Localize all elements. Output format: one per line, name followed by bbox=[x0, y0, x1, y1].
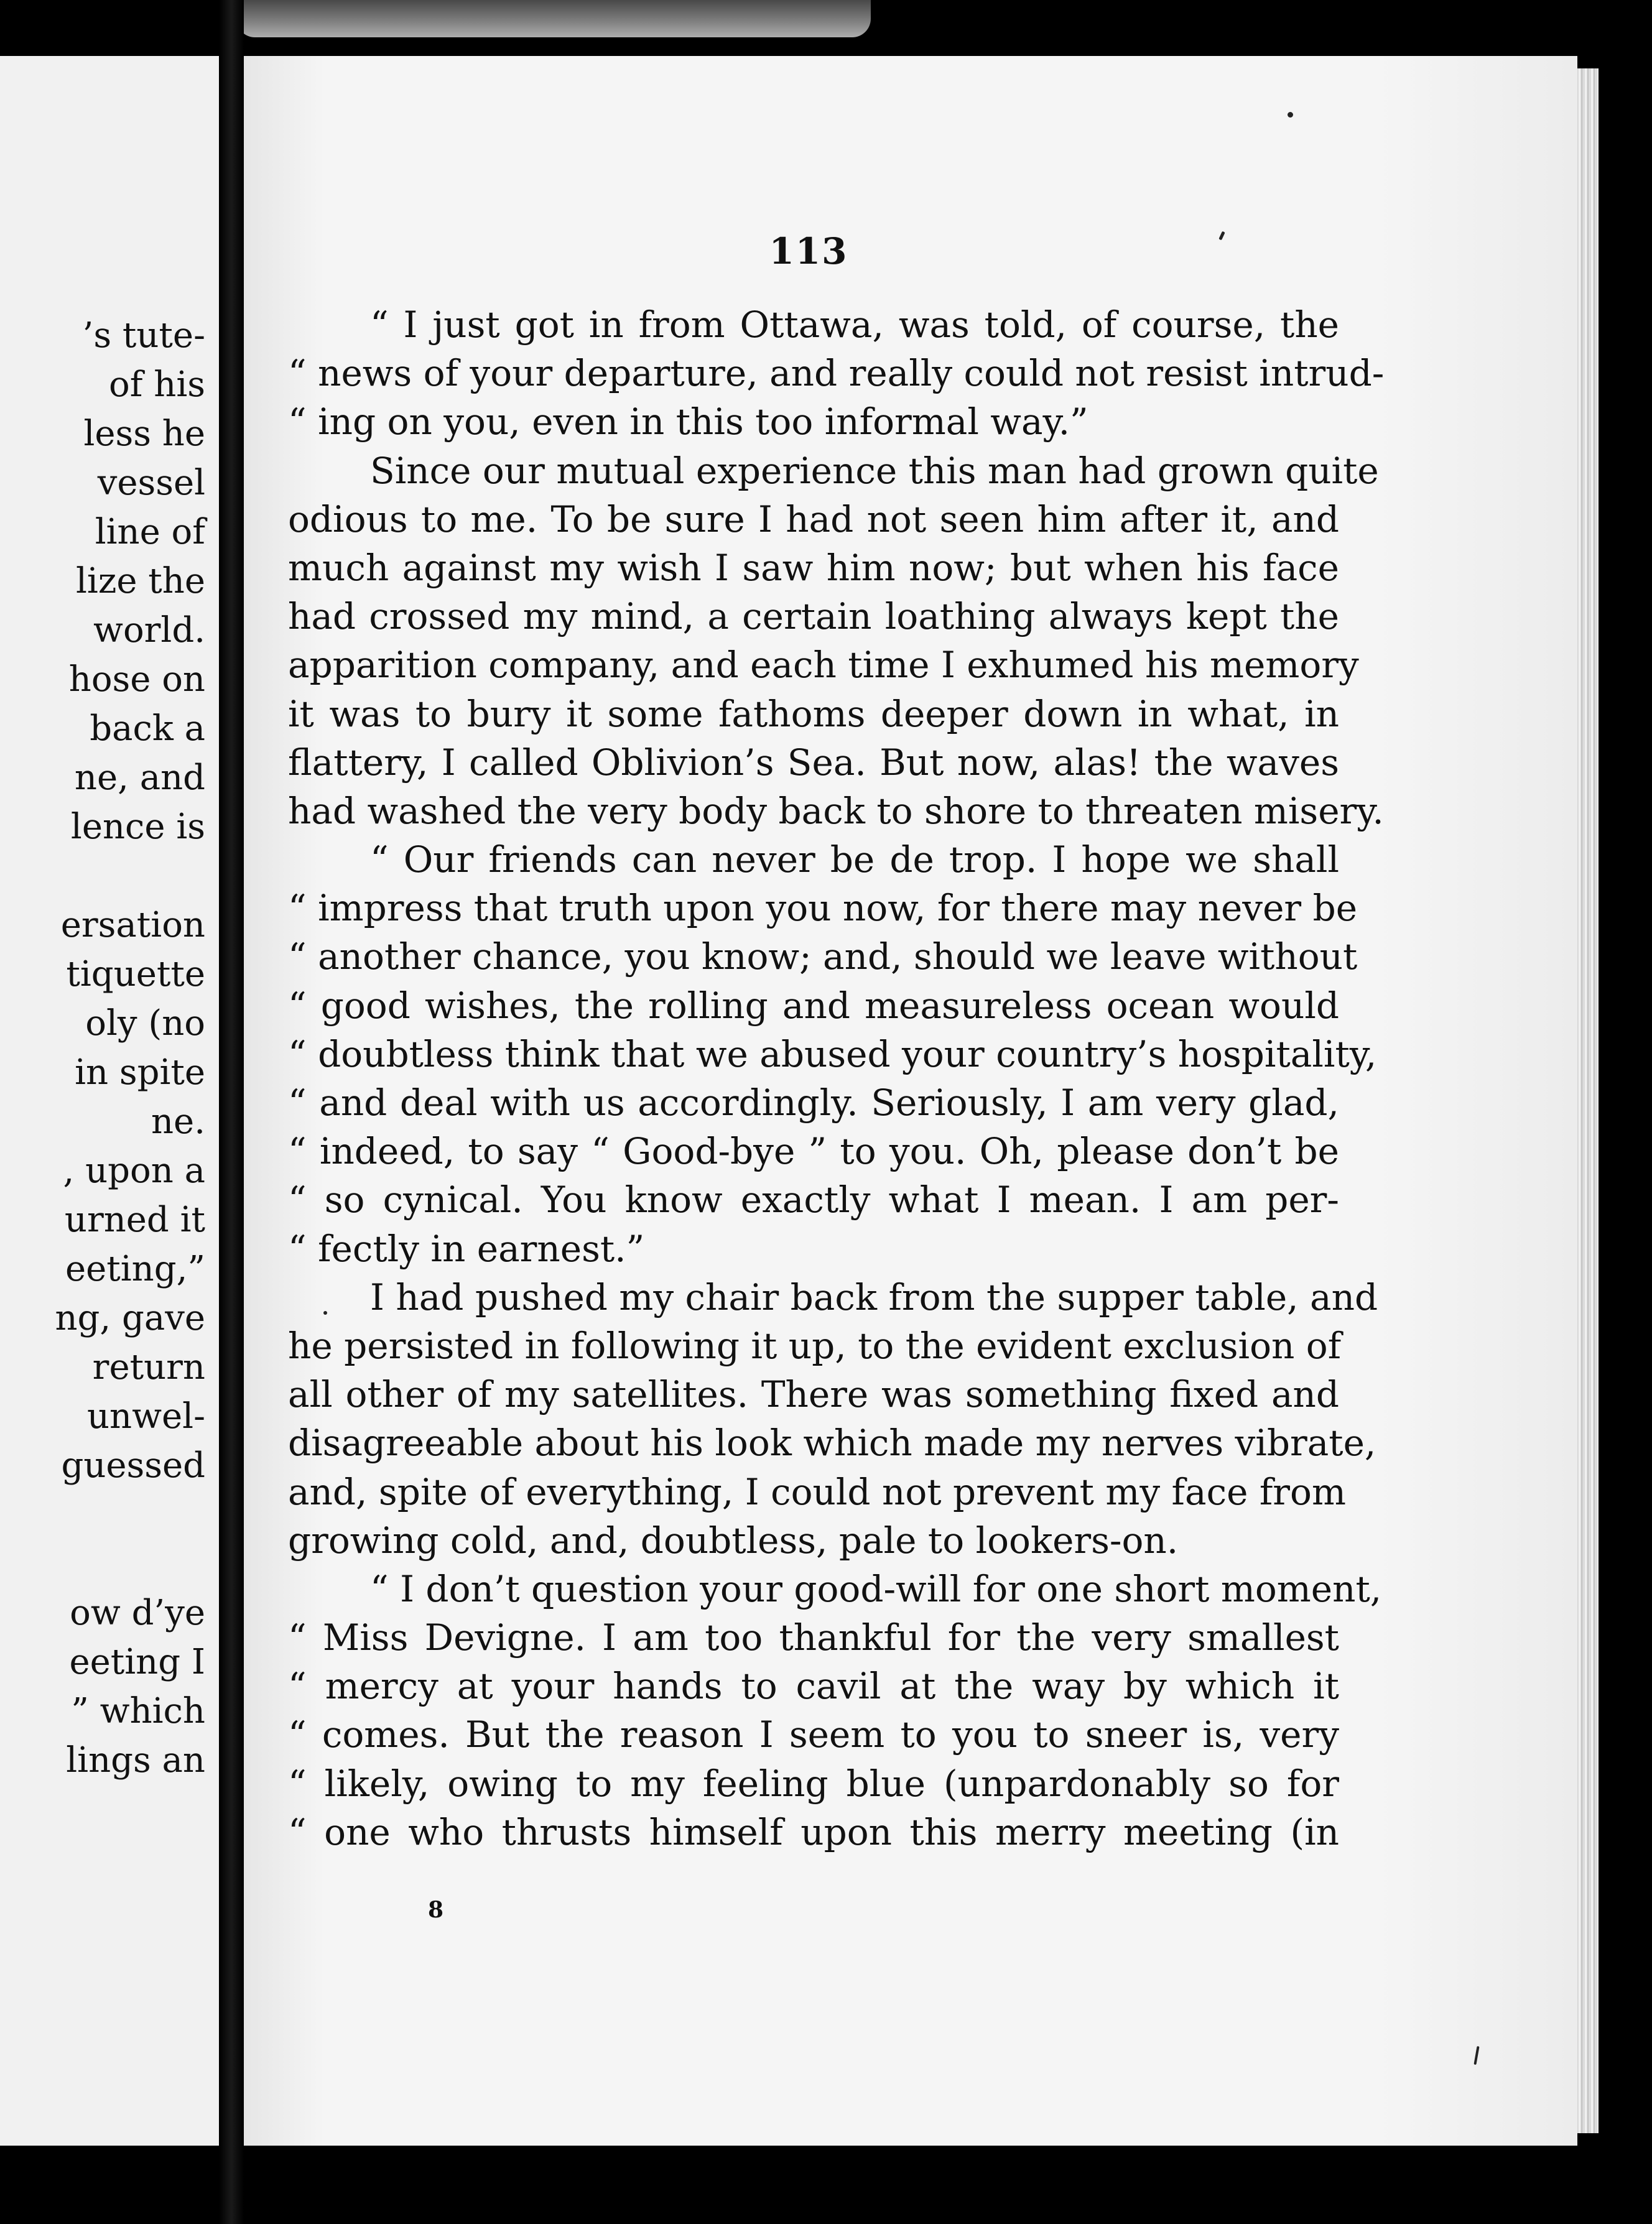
text-line: “ news of your departure, and really could not resist intrud- bbox=[288, 352, 1385, 395]
text-line: “ doubtless think that we abused your country’s hospitality, bbox=[288, 1032, 1377, 1075]
scanner-artifact bbox=[236, 0, 871, 37]
left-fragment-line: eeting I bbox=[69, 1642, 205, 1682]
left-fragment-line: lings an bbox=[66, 1740, 205, 1781]
text-line: “ good wishes, the rolling and measureless ocean would bbox=[288, 984, 1339, 1027]
text-line: I had pushed my chair back from the supper table, and bbox=[370, 1276, 1378, 1318]
signature-mark: 8 bbox=[428, 1897, 444, 1923]
text-line: “ Our friends can never be de trop. I hope we shall bbox=[370, 838, 1339, 881]
left-fragment-line: vessel bbox=[97, 463, 205, 503]
left-fragment-line bbox=[0, 1539, 205, 1588]
text-line: growing cold, and, doubtless, pale to lookers-on. bbox=[288, 1519, 1179, 1562]
text-line: had crossed my mind, a certain loathing always kept the bbox=[288, 595, 1339, 638]
left-fragment-line: less he bbox=[83, 414, 205, 454]
left-fragment-line bbox=[0, 851, 205, 901]
text-line: “ impress that truth upon you now, for there may never be bbox=[288, 887, 1358, 930]
text-line: “ I don’t question your good-will for one short moment, bbox=[370, 1567, 1382, 1610]
text-line: it was to bury it some fathoms deeper down in what, in bbox=[288, 692, 1339, 735]
left-fragment-line: of his bbox=[109, 364, 205, 405]
text-line: “ comes. But the reason I seem to you to sneer is, very bbox=[288, 1713, 1339, 1756]
text-line: much against my wish I saw him now; but when his face bbox=[288, 546, 1339, 589]
left-fragment-line: world. bbox=[93, 610, 205, 651]
paragraph bbox=[288, 1273, 1378, 1565]
text-line: “ ing on you, even in this too informal way.” bbox=[288, 401, 1088, 443]
text-line: Since our mutual experience this man had grown quite bbox=[370, 449, 1379, 492]
left-fragment-line: ” which bbox=[71, 1691, 205, 1731]
text-line: “ I just got in from Ottawa, was told, of course, the bbox=[370, 303, 1339, 346]
left-fragment-line: ow d’ye bbox=[70, 1593, 205, 1633]
left-fragment-line: unwel- bbox=[86, 1396, 205, 1437]
left-fragment-line: , upon a bbox=[63, 1151, 205, 1191]
paragraph bbox=[288, 300, 1385, 447]
left-fragment-line: line of bbox=[95, 512, 205, 552]
left-fragment-line: ne, and bbox=[74, 758, 205, 798]
left-fragment-line: oly (no bbox=[85, 1003, 205, 1044]
text-line: “ likely, owing to my feeling blue (unpardonably so for bbox=[288, 1762, 1339, 1805]
page-edge-stack bbox=[1577, 68, 1599, 2133]
text-line: odious to me. To be sure I had not seen him after it, and bbox=[288, 498, 1339, 540]
text-line: had washed the very body back to shore to threaten misery. bbox=[288, 789, 1384, 832]
book-gutter bbox=[219, 0, 244, 2224]
text-line: “ one who thrusts himself upon this merry meeting (in bbox=[288, 1810, 1339, 1853]
left-fragment-line: eeting,” bbox=[65, 1249, 205, 1289]
left-fragment-line: hose on bbox=[68, 659, 205, 700]
text-line: “ so cynical. You know exactly what I mean. I am per- bbox=[288, 1179, 1339, 1221]
left-fragment-line: return bbox=[92, 1347, 205, 1388]
left-fragment-line: guessed bbox=[61, 1445, 205, 1486]
paragraph bbox=[288, 835, 1377, 1273]
text-line: “ Miss Devigne. I am too thankful for the very smallest bbox=[288, 1616, 1339, 1659]
body-text bbox=[288, 300, 1385, 1856]
left-fragment-line: ne. bbox=[151, 1101, 205, 1142]
left-page bbox=[0, 56, 219, 2146]
left-fragment-line: ng, gave bbox=[55, 1298, 205, 1338]
left-fragment-line bbox=[0, 1490, 205, 1539]
text-line: he persisted in following it up, to the evident exclusion of bbox=[288, 1324, 1342, 1367]
left-fragment-line: lence is bbox=[70, 807, 205, 847]
left-fragment-line: tiquette bbox=[66, 954, 205, 994]
page-number: 113 bbox=[769, 230, 848, 272]
text-line: “ indeed, to say “ Good-bye ” to you. Oh, please don’t be bbox=[288, 1130, 1339, 1173]
left-fragment-line: in spite bbox=[75, 1052, 205, 1093]
paragraph bbox=[288, 447, 1384, 836]
text-line: and, spite of everything, I could not prevent my face from bbox=[288, 1470, 1346, 1513]
text-line: all other of my satellites. There was something fixed and bbox=[288, 1373, 1339, 1416]
left-fragment-line: lize the bbox=[76, 561, 205, 601]
text-line: disagreeable about his look which made my nerves vibrate, bbox=[288, 1422, 1376, 1465]
paragraph bbox=[288, 1565, 1382, 1856]
text-line: “ and deal with us accordingly. Seriously, I am very glad, bbox=[288, 1082, 1339, 1124]
text-line: “ fectly in earnest.” bbox=[288, 1227, 645, 1270]
dust-speck bbox=[1288, 112, 1293, 118]
left-fragment-line: ersation bbox=[60, 905, 205, 945]
text-line: “ another chance, you know; and, should we leave without bbox=[288, 935, 1358, 978]
text-line: apparition company, and each time I exhumed his memory bbox=[288, 644, 1359, 687]
dust-speck bbox=[323, 1311, 327, 1315]
text-line: flattery, I called Oblivion’s Sea. But now, alas! the waves bbox=[288, 741, 1339, 784]
left-page-text-fragments bbox=[0, 311, 205, 1785]
text-line: “ mercy at your hands to cavil at the way by which it bbox=[288, 1665, 1339, 1708]
left-fragment-line: back a bbox=[90, 708, 205, 749]
left-fragment-line: urned it bbox=[64, 1200, 205, 1240]
left-fragment-line: ’s tute- bbox=[82, 315, 205, 356]
